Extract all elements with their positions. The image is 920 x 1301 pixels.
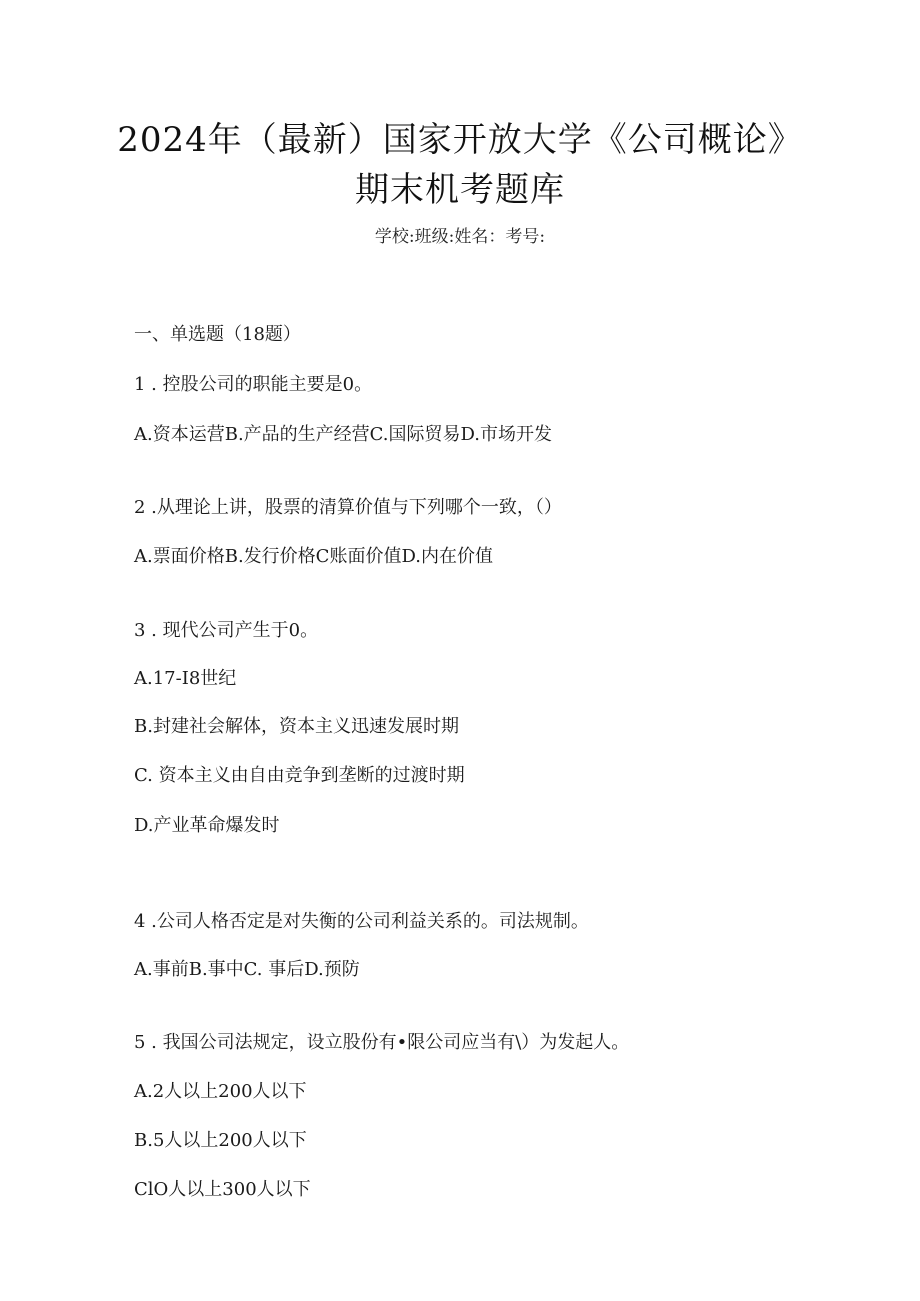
question-5-option-a: A.2人以上200人以下 [134,1081,307,1102]
question-3-option-d: D.产业革命爆发时 [134,815,280,836]
question-5-stem: 5 . 我国公司法规定，设立股份有•限公司应当有\）为发起人。 [134,1032,630,1053]
document-title-line1: 2024年（最新）国家开放大学《公司概论》 [117,120,803,160]
question-3-option-b: B.封建社会解体，资本主义迅速发展时期 [134,716,459,737]
question-4-options: A.事前B.事中C. 事后D.预防 [134,959,360,980]
question-5-option-c: ClO人以上300人以下 [134,1179,311,1200]
question-2-options: A.票面价格B.发行价格C账面价值D.内在价值 [134,546,493,567]
student-info-line: 学校:班级:姓名：考号: [374,227,546,247]
document-title-line2: 期末机考题库 [355,170,565,210]
question-1-stem: 1 . 控股公司的职能主要是0。 [134,374,373,395]
question-2-stem: 2 .从理论上讲，股票的清算价值与下列哪个一致，（） [134,497,562,518]
question-5-option-b: B.5人以上200人以下 [134,1130,307,1151]
question-3-option-c: C. 资本主义由自由竞争到垄断的过渡时期 [134,765,465,786]
question-3-option-a: A.17-I8世纪 [134,668,237,689]
question-1-options: A.资本运营B.产品的生产经营C.国际贸易D.市场开发 [134,424,553,445]
question-4-stem: 4 .公司人格否定是对失衡的公司利益关系的。司法规制。 [134,911,589,932]
question-3-stem: 3 . 现代公司产生于0。 [134,620,319,641]
section-heading: 一、单选题（18题） [134,324,301,345]
